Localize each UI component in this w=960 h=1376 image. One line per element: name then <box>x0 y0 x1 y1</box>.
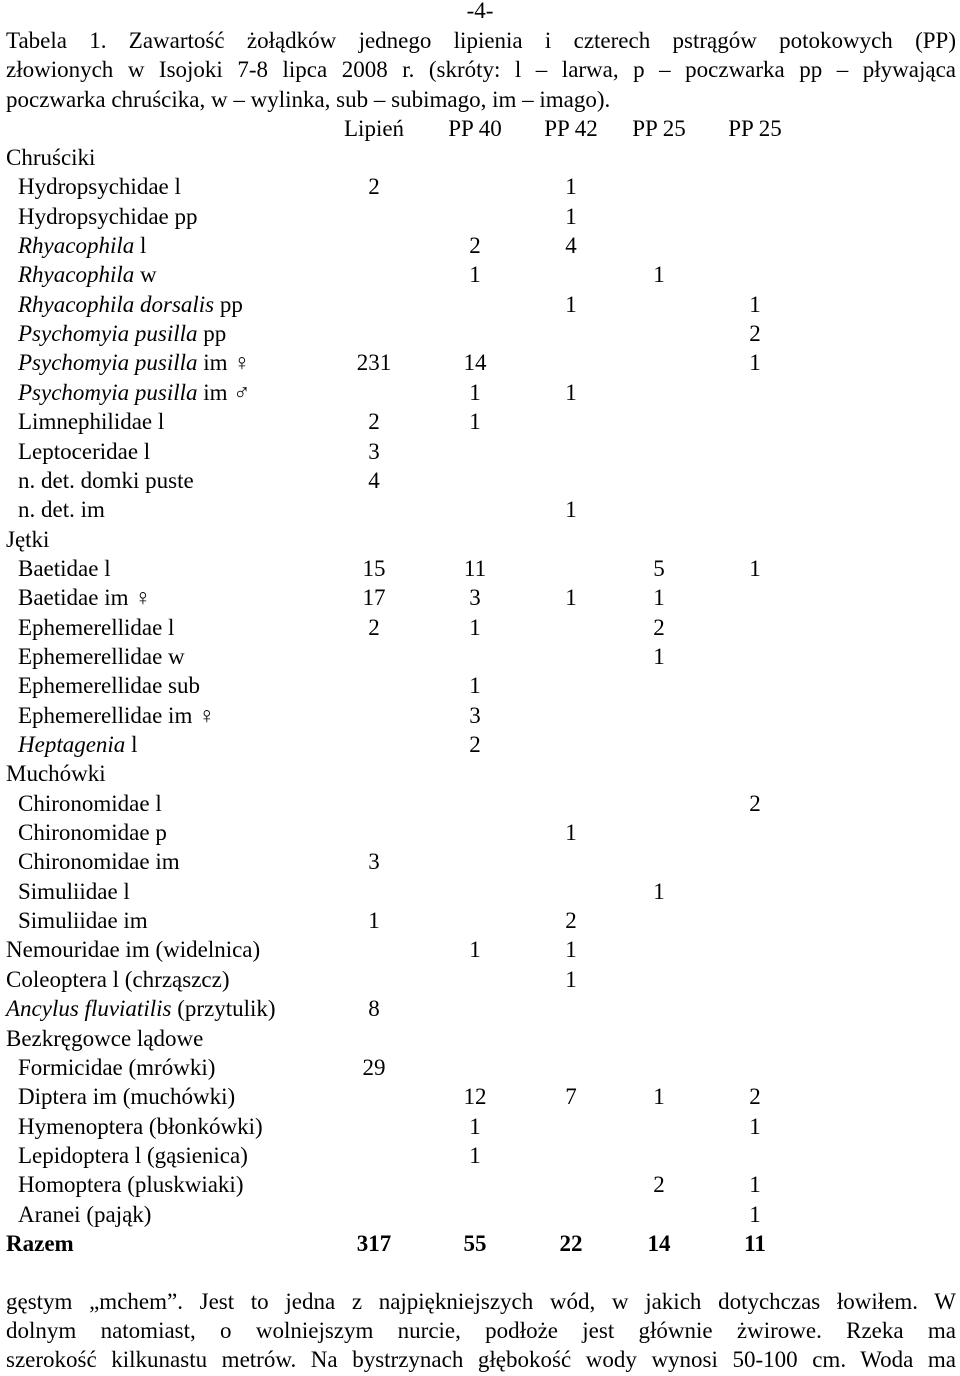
cell-value: 2 <box>368 409 380 435</box>
row-label: Chironomidae im <box>18 849 180 875</box>
cell-value: 1 <box>565 937 577 963</box>
table-row <box>0 231 960 260</box>
table-row <box>0 1112 960 1141</box>
row-label <box>18 231 146 260</box>
cell-value: 1 <box>749 555 761 581</box>
cell-value: 11 <box>744 1230 766 1256</box>
row-label: Ephemerellidae im ♀ <box>18 702 216 728</box>
table-row <box>0 730 960 759</box>
row-label-taxon: Psychomyia pusilla <box>18 379 198 405</box>
cell-value: 4 <box>368 467 380 493</box>
cell-value: 1 <box>469 1113 481 1139</box>
cell-value: 1 <box>749 291 761 317</box>
row-label: Ephemerellidae l <box>18 614 175 640</box>
cell-value: 1 <box>749 1201 761 1227</box>
cell-value: 1 <box>469 614 481 640</box>
header-lipien: Lipień <box>344 116 405 141</box>
row-label-suffix: w <box>134 262 157 288</box>
table-row <box>0 143 960 172</box>
row-label: n. det. domki puste <box>18 467 194 493</box>
table-row <box>0 1229 960 1258</box>
table-row <box>0 495 960 524</box>
row-label-suffix: im ♂ <box>197 379 251 405</box>
cell-value: 2 <box>565 908 577 934</box>
cell-value: 2 <box>653 1172 665 1198</box>
row-label: Coleoptera l (chrząszcz) <box>6 966 230 992</box>
row-label: Chruściki <box>6 145 96 170</box>
table-caption-line-2: złowionych w Isojoki 7-8 lipca 2008 r. (skróty: l – larwa, p – poczwarka pp – pływająca <box>6 57 956 82</box>
row-label <box>6 994 276 1023</box>
cell-value: 4 <box>565 233 577 259</box>
row-label: Nemouridae im (widelnica) <box>6 937 261 963</box>
row-label <box>18 378 251 407</box>
table-row <box>0 671 960 700</box>
cell-value: 17 <box>362 585 386 611</box>
table-row <box>0 1053 960 1082</box>
header-pp42: PP 42 <box>544 116 598 141</box>
table-row <box>0 935 960 964</box>
row-label <box>18 319 226 348</box>
cell-value: 2 <box>749 790 761 816</box>
cell-value: 29 <box>362 1054 386 1080</box>
table-row <box>0 260 960 289</box>
cell-value: 1 <box>469 673 481 699</box>
cell-value: 11 <box>463 555 487 581</box>
row-label-suffix: pp <box>214 291 243 317</box>
cell-value: 2 <box>749 321 761 347</box>
cell-value: 55 <box>463 1230 487 1256</box>
row-label: Formicidae (mrówki) <box>18 1054 216 1080</box>
table-row <box>0 965 960 994</box>
cell-value: 1 <box>565 174 577 200</box>
row-label-suffix: pp <box>197 321 227 347</box>
row-label-suffix: l <box>134 233 147 259</box>
cell-value: 1 <box>653 1084 665 1110</box>
row-label: Jętki <box>6 526 50 552</box>
row-label-taxon: Ancylus fluviatilis <box>6 996 172 1022</box>
cell-value: 1 <box>565 820 577 846</box>
row-label: Simuliidae l <box>18 878 130 904</box>
table-row <box>0 407 960 436</box>
table-row <box>0 994 960 1023</box>
cell-value: 15 <box>362 555 386 581</box>
cell-value: 1 <box>469 262 481 288</box>
cell-value: 14 <box>463 350 487 376</box>
row-label: Diptera im (muchówki) <box>18 1084 236 1110</box>
table-row <box>0 466 960 495</box>
row-label-taxon: Psychomyia pusilla <box>18 350 198 376</box>
row-label: Simuliidae im <box>18 908 148 934</box>
body-text-line-2: dolnym natomiast, o wolniejszym nurcie, podłoże jest głównie żwirowe. Rzeka ma <box>6 1318 956 1343</box>
cell-value: 3 <box>368 438 380 464</box>
cell-value: 1 <box>653 878 665 904</box>
row-label: Bezkręgowce lądowe <box>6 1025 204 1051</box>
table-row <box>0 525 960 554</box>
row-label: Chironomidae l <box>18 790 162 816</box>
row-label-taxon: Rhyacophila <box>18 262 135 288</box>
cell-value: 7 <box>565 1084 577 1110</box>
cell-value: 1 <box>469 379 481 405</box>
cell-value: 1 <box>565 585 577 611</box>
row-label: Lepidoptera l (gąsienica) <box>18 1142 248 1168</box>
cell-value: 1 <box>469 409 481 435</box>
row-label: Aranei (pająk) <box>18 1201 152 1227</box>
table-row <box>0 437 960 466</box>
table-row <box>0 290 960 319</box>
row-label: Hydropsychidae pp <box>18 203 198 229</box>
cell-value: 22 <box>559 1230 583 1256</box>
cell-value: 231 <box>356 350 392 376</box>
table-row <box>0 319 960 348</box>
row-label-taxon: Rhyacophila <box>18 233 135 259</box>
row-label: Limnephilidae l <box>18 409 165 435</box>
body-text-line-1: gęstym „mchem”. Jest to jedna z najpiękniejszych wód, w jakich dotychczas łowiłem. W <box>6 1289 956 1314</box>
cell-value: 8 <box>368 996 380 1022</box>
header-pp40: PP 40 <box>448 116 502 141</box>
table-row <box>0 583 960 612</box>
table-row <box>0 1082 960 1111</box>
body-text-line-3: szerokość kilkunastu metrów. Na bystrzynach głębokość wody wynosi 50-100 cm. Woda ma <box>6 1347 956 1372</box>
table-row <box>0 701 960 730</box>
cell-value: 2 <box>469 233 481 259</box>
row-label-taxon: Psychomyia pusilla <box>18 321 198 347</box>
row-label <box>18 290 243 319</box>
table-row <box>0 378 960 407</box>
row-label: n. det. im <box>18 497 105 523</box>
cell-value: 5 <box>653 555 665 581</box>
row-label: Hydropsychidae l <box>18 174 181 200</box>
cell-value: 1 <box>565 966 577 992</box>
table-row <box>0 1024 960 1053</box>
row-label: Ephemerellidae sub <box>18 673 201 699</box>
table-row <box>0 1170 960 1199</box>
cell-value: 2 <box>368 614 380 640</box>
cell-value: 1 <box>653 643 665 669</box>
table-row <box>0 1141 960 1170</box>
table-row <box>0 906 960 935</box>
row-label <box>18 348 251 377</box>
table-row <box>0 1200 960 1229</box>
table-row <box>0 554 960 583</box>
table-row <box>0 642 960 671</box>
table-row <box>0 847 960 876</box>
cell-value: 2 <box>368 174 380 200</box>
cell-value: 1 <box>469 937 481 963</box>
table-row <box>0 202 960 231</box>
row-label: Homoptera (pluskwiaki) <box>18 1172 244 1198</box>
row-label: Baetidae im ♀ <box>18 585 152 611</box>
row-label <box>18 260 157 289</box>
row-label: Baetidae l <box>18 555 111 581</box>
cell-value: 1 <box>565 203 577 229</box>
table-row <box>0 172 960 201</box>
row-label-suffix: (przytulik) <box>171 996 276 1022</box>
cell-value: 2 <box>749 1084 761 1110</box>
row-label: Muchówki <box>6 761 106 787</box>
row-label: Razem <box>6 1230 74 1256</box>
cell-value: 2 <box>469 732 481 757</box>
cell-value: 3 <box>469 702 481 728</box>
cell-value: 1 <box>749 1172 761 1198</box>
row-label: Hymenoptera (błonkówki) <box>18 1113 263 1139</box>
row-label: Ephemerellidae w <box>18 643 185 669</box>
row-label <box>18 730 137 759</box>
row-label: Leptoceridae l <box>18 438 151 464</box>
cell-value: 1 <box>653 585 665 611</box>
cell-value: 1 <box>565 291 577 317</box>
page-number: -4- <box>466 0 494 23</box>
row-label-suffix: l <box>125 732 138 757</box>
table-row <box>0 613 960 642</box>
row-label-taxon: Heptagenia <box>18 732 126 757</box>
cell-value: 1 <box>653 262 665 288</box>
row-label: Chironomidae p <box>18 820 167 846</box>
cell-value: 12 <box>463 1084 487 1110</box>
cell-value: 2 <box>653 614 665 640</box>
cell-value: 1 <box>565 379 577 405</box>
cell-value: 3 <box>368 849 380 875</box>
cell-value: 317 <box>356 1230 392 1256</box>
row-label-taxon: Rhyacophila dorsalis <box>18 291 215 317</box>
table-caption-line-3: poczwarka chruścika, w – wylinka, sub – subimago, im – imago). <box>6 87 611 112</box>
table-row <box>0 789 960 818</box>
cell-value: 14 <box>647 1230 671 1256</box>
header-pp25-b: PP 25 <box>728 116 782 141</box>
table-row <box>0 877 960 906</box>
cell-value: 3 <box>469 585 481 611</box>
row-label-suffix: im ♀ <box>197 350 251 376</box>
cell-value: 1 <box>749 350 761 376</box>
cell-value: 1 <box>565 497 577 523</box>
table-caption-line-1: Tabela 1. Zawartość żołądków jednego lipienia i czterech pstrągów potokowych (PP) <box>6 28 956 53</box>
cell-value: 1 <box>749 1113 761 1139</box>
table-row <box>0 759 960 788</box>
table-row <box>0 348 960 377</box>
cell-value: 1 <box>469 1142 481 1168</box>
cell-value: 1 <box>368 908 380 934</box>
table-row <box>0 818 960 847</box>
header-pp25-a: PP 25 <box>632 116 686 141</box>
